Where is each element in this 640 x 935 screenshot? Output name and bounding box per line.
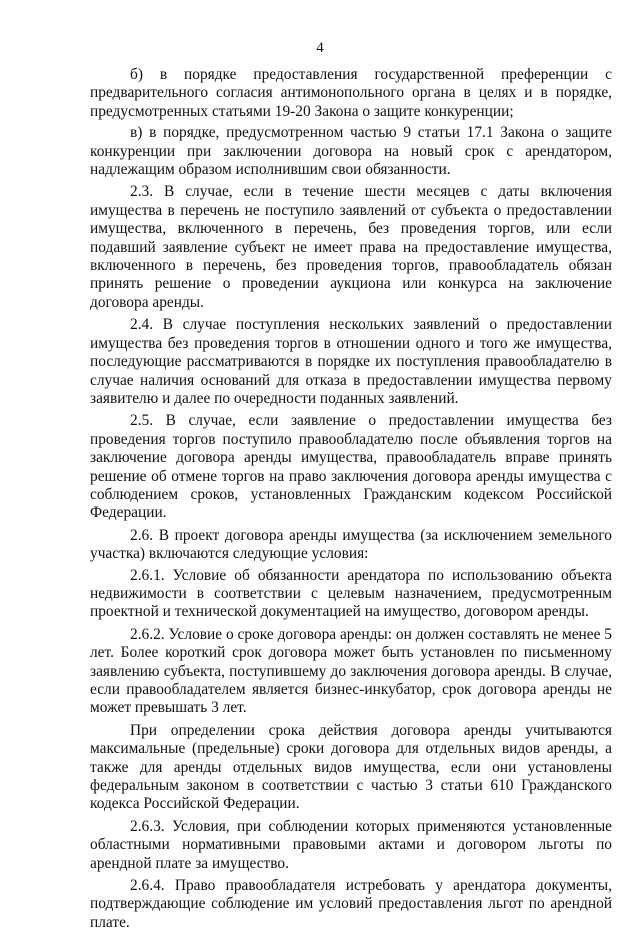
paragraph-v: в) в порядке, предусмотренном частью 9 статьи 17.1 Закона о защите конкуренции при заключении договора на новый срок с арендатором, надлежащим образом исполнившим свои обязанности. — [90, 124, 612, 179]
paragraph-b: б) в порядке предоставления государственной преференции с предварительного согласия антимонопольного органа в целях и в порядке, предусмотренных статьями 19-20 Закона о защите конкуренции; — [90, 66, 612, 120]
paragraph-2-6-1: 2.6.1. Условие об обязанности арендатора по использованию объекта недвижимости в соответствии с целевым назначением, предусмотренным проектной и технической документацией на имущество, договором аренды. — [90, 566, 612, 621]
paragraph-2-6-3: 2.6.3. Условия, при соблюдении которых применяются установленные областными нормативными правовыми актами и договором льготы по арендной плате за имущество. — [90, 817, 612, 872]
paragraph-term-limits: При определении срока действия договора аренды учитываются максимальные (предельные) сроки договора для отдельных видов аренды, а также для аренды отдельных видов имущества, если они установлены федеральным законом в соответствии с частью 3 статьи 610 Гражданского кодекса Российской Федерации. — [90, 721, 612, 813]
paragraph-2-3: 2.3. В случае, если в течение шести месяцев с даты включения имущества в перечень не поступило заявлений от субъекта о предоставлении имущества, включенного в перечень, без проведения торгов, или если подавший заявление субъект не имеет права на предоставление имущества, включенного в перечень, без проведения торгов, правообладатель обязан принять решение о проведении аукциона или конкурса на заключение договора аренды. — [90, 183, 612, 311]
document-body — [90, 66, 612, 935]
paragraph-2-6-2: 2.6.2. Условие о сроке договора аренды: он должен составлять не менее 5 лет. Более короткий срок договора может быть установлен по письменному заявлению субъекта, поступившему до заключения договора аренды. В случае, если правообладателем является бизнес-инкубатор, срок договора аренды не может превышать 3 лет. — [90, 625, 612, 717]
paragraph-2-6-4: 2.6.4. Право правообладателя истребовать у арендатора документы, подтверждающие соблюдение им условий предоставления льгот по арендной плате. — [90, 877, 612, 931]
paragraph-2-4: 2.4. В случае поступления нескольких заявлений о предоставлении имущества без проведения торгов в отношении одного и того же имущества, последующие рассматриваются в порядке их поступления правообладателю в случае наличия оснований для отказа в предоставлении имущества первому заявителю и далее по очередности поданных заявлений. — [90, 316, 612, 407]
paragraph-2-6: 2.6. В проект договора аренды имущества (за исключением земельного участка) включаются следующие условия: — [90, 526, 612, 563]
paragraph-2-5: 2.5. В случае, если заявление о предоставлении имущества без проведения торгов поступило правообладателю после объявления торгов на заключение договора аренды имущества, правообладатель вправе принять решение об отмене торгов на право заключения договора аренды имущества с соблюдением сроков, установленных Гражданским кодексом Российской Федерации. — [90, 412, 612, 522]
page-number: 4 — [316, 40, 324, 56]
